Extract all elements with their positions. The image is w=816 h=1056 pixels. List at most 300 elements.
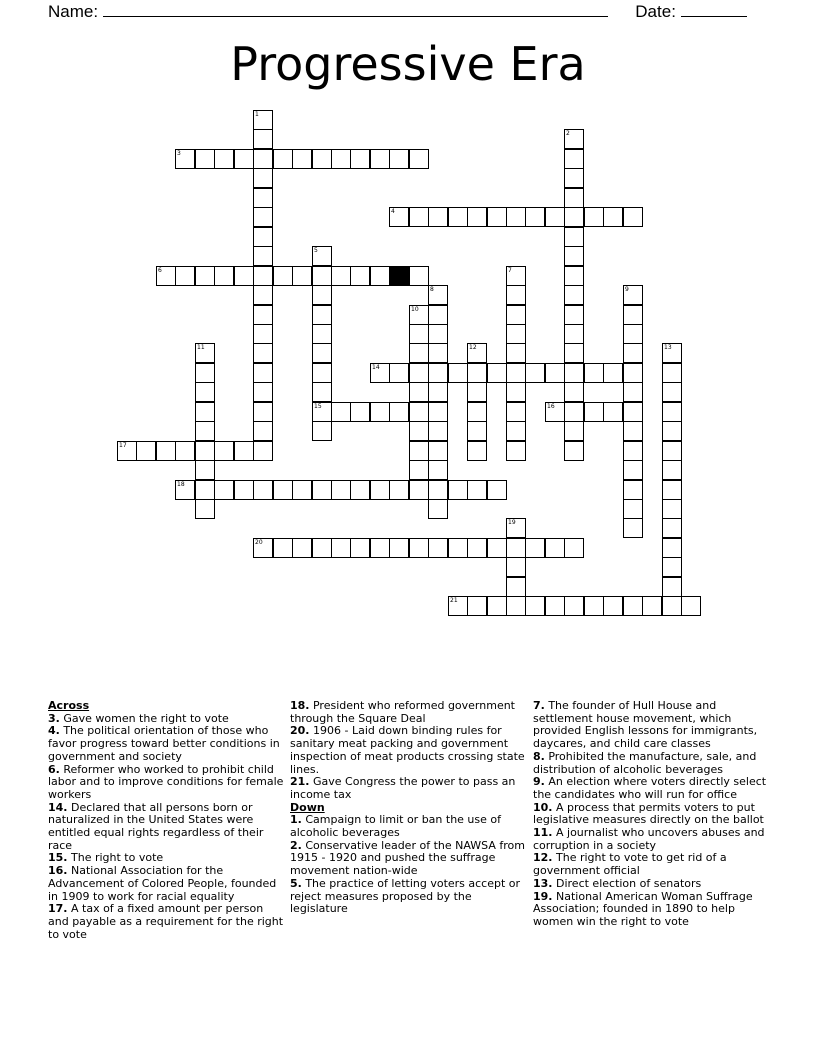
black-cell [389,266,409,286]
clue-item-number: 21. [290,775,310,789]
grid-cell[interactable] [428,343,448,363]
clue-number: 7 [508,267,512,274]
grid-cell[interactable] [253,266,273,286]
grid-cell[interactable] [467,421,487,441]
clue-number: 17 [119,442,127,449]
grid-cell[interactable] [623,480,643,500]
clue-item [533,827,769,852]
grid-cell[interactable] [564,129,584,149]
grid-cell[interactable] [273,149,293,169]
grid-cell[interactable] [564,149,584,169]
grid-cell[interactable] [253,207,273,227]
grid-cell[interactable] [467,480,487,500]
grid-cell[interactable] [156,441,176,461]
grid-cell[interactable] [662,363,682,383]
grid-cell[interactable] [623,382,643,402]
grid-cell[interactable] [642,596,662,616]
grid-cell[interactable] [253,168,273,188]
grid-cell[interactable] [389,402,409,422]
clue-item-number: 16. [48,864,68,878]
grid-cell[interactable] [234,266,254,286]
grid-cell[interactable] [448,363,468,383]
clue-item-text: Prohibited the manufacture, sale, and distribution of alcoholic beverages [533,749,757,776]
grid-cell[interactable] [564,324,584,344]
grid-cell[interactable] [253,421,273,441]
grid-cell[interactable] [195,382,215,402]
clue-item-text: The founder of Hull House and settlement house movement, which provided English lessons for immigrants, daycares, and child care classes [533,699,758,751]
grid-cell[interactable] [409,480,429,500]
clue-item-number: 5. [290,876,302,890]
grid-cell[interactable] [312,324,332,344]
grid-cell[interactable] [370,149,390,169]
grid-cell[interactable] [331,149,351,169]
grid-cell[interactable] [195,363,215,383]
grid-cell[interactable] [253,538,273,558]
clue-item [48,865,284,903]
grid-cell[interactable] [525,596,545,616]
grid-cell[interactable] [292,266,312,286]
clue-item-text: Direct election of senators [552,876,702,890]
clue-item-number: 19. [533,889,553,903]
clue-item [533,700,769,751]
grid-cell[interactable] [253,246,273,266]
grid-cell[interactable] [214,266,234,286]
grid-cell[interactable] [506,343,526,363]
grid-cell[interactable] [331,266,351,286]
clue-item-number: 11. [533,826,553,840]
clue-item [290,814,526,839]
grid-cell[interactable] [409,363,429,383]
grid-cell[interactable] [662,402,682,422]
grid-cell[interactable] [428,382,448,402]
grid-cell[interactable] [564,441,584,461]
clue-item-text: Reformer who worked to prohibit child labor and to improve conditions for female workers [48,762,284,801]
grid-cell[interactable] [350,149,370,169]
grid-cell[interactable] [662,557,682,577]
grid-cell[interactable] [564,227,584,247]
grid-cell[interactable] [467,538,487,558]
grid-cell[interactable] [312,402,332,422]
grid-cell[interactable] [428,499,448,519]
grid-cell[interactable] [623,402,643,422]
clue-item-number: 10. [533,800,553,814]
grid-cell[interactable] [506,324,526,344]
clue-item-number: 18. [290,699,310,712]
grid-cell[interactable] [662,499,682,519]
grid-cell[interactable] [195,402,215,422]
clue-item [290,700,526,725]
grid-cell[interactable] [409,149,429,169]
grid-cell[interactable] [253,227,273,247]
grid-cell[interactable] [312,382,332,402]
grid-cell[interactable] [253,480,273,500]
grid-cell[interactable] [253,285,273,305]
grid-cell[interactable] [409,382,429,402]
grid-cell[interactable] [370,538,390,558]
grid-cell[interactable] [331,402,351,422]
grid-cell[interactable] [545,402,565,422]
grid-cell[interactable] [467,343,487,363]
grid-cell[interactable] [487,596,507,616]
clue-item-text: The practice of letting voters accept or reject measures proposed by the legislature [290,876,521,916]
grid-cell[interactable] [584,402,604,422]
clue-item-number: 15. [48,851,68,865]
grid-cell[interactable] [506,421,526,441]
grid-cell[interactable] [370,266,390,286]
grid-cell[interactable] [506,596,526,616]
grid-cell[interactable] [506,402,526,422]
grid-cell[interactable] [389,149,409,169]
grid-cell[interactable] [487,207,507,227]
grid-cell[interactable] [428,441,448,461]
grid-cell[interactable] [234,441,254,461]
grid-cell[interactable] [428,421,448,441]
clue-item-text: The right to vote to get rid of a government official [533,851,727,878]
grid-cell[interactable] [409,402,429,422]
grid-cell[interactable] [389,538,409,558]
clue-number: 8 [430,286,434,293]
clue-item [48,903,284,941]
grid-cell[interactable] [234,480,254,500]
grid-cell[interactable] [195,441,215,461]
grid-cell[interactable] [506,518,526,538]
grid-cell[interactable] [292,538,312,558]
grid-cell[interactable] [195,460,215,480]
clue-item-text: Gave women the right to vote [59,711,229,725]
grid-cell[interactable] [234,149,254,169]
grid-cell[interactable] [623,343,643,363]
clue-number: 12 [469,344,477,351]
clue-number: 14 [372,364,380,371]
clue-item-number: 17. [48,902,68,916]
grid-cell[interactable] [117,441,137,461]
grid-cell[interactable] [253,441,273,461]
grid-cell[interactable] [136,441,156,461]
grid-cell[interactable] [428,363,448,383]
grid-cell[interactable] [662,480,682,500]
grid-cell[interactable] [487,538,507,558]
grid-cell[interactable] [564,402,584,422]
grid-cell[interactable] [312,266,332,286]
clue-item-number: 3. [48,711,60,725]
grid-cell[interactable] [312,246,332,266]
grid-cell[interactable] [564,188,584,208]
grid-cell[interactable] [448,538,468,558]
grid-cell[interactable] [195,499,215,519]
grid-cell[interactable] [506,382,526,402]
grid-cell[interactable] [389,363,409,383]
across-heading: Across [48,699,90,712]
grid-cell[interactable] [467,207,487,227]
grid-cell[interactable] [350,266,370,286]
grid-cell[interactable] [564,285,584,305]
grid-cell[interactable] [389,480,409,500]
grid-cell[interactable] [662,421,682,441]
grid-cell[interactable] [409,460,429,480]
grid-cell[interactable] [409,441,429,461]
grid-cell[interactable] [564,382,584,402]
clue-item-number: 8. [533,749,545,763]
name-blank[interactable] [103,0,608,17]
grid-cell[interactable] [312,343,332,363]
grid-cell[interactable] [506,285,526,305]
grid-cell[interactable] [195,480,215,500]
grid-cell[interactable] [506,577,526,597]
grid-cell[interactable] [312,305,332,325]
grid-cell[interactable] [623,518,643,538]
clue-item [48,725,284,763]
grid-cell[interactable] [564,596,584,616]
grid-cell[interactable] [623,285,643,305]
grid-cell[interactable] [467,363,487,383]
grid-cell[interactable] [253,402,273,422]
grid-cell[interactable] [214,149,234,169]
grid-cell[interactable] [409,266,429,286]
grid-cell[interactable] [525,363,545,383]
grid-cell[interactable] [253,324,273,344]
grid-cell[interactable] [175,266,195,286]
clue-number: 20 [255,539,263,546]
grid-cell[interactable] [564,168,584,188]
grid-cell[interactable] [623,305,643,325]
clue-number: 16 [547,403,555,410]
clue-item-text: 1906 - Laid down binding rules for sanitary meat packing and government inspection of meat products crossing state lines. [290,724,525,776]
clue-number: 1 [255,111,259,118]
grid-cell[interactable] [564,538,584,558]
grid-cell[interactable] [584,363,604,383]
clue-item-number: 14. [48,800,68,814]
clue-item-number: 13. [533,876,553,890]
grid-cell[interactable] [623,421,643,441]
grid-cell[interactable] [428,480,448,500]
grid-cell[interactable] [312,363,332,383]
clue-number: 15 [314,403,322,410]
grid-cell[interactable] [214,441,234,461]
clue-item [48,764,284,802]
grid-cell[interactable] [662,343,682,363]
grid-cell[interactable] [253,149,273,169]
grid-cell[interactable] [525,538,545,558]
clue-item-text: Declared that all persons born or naturalized in the United States were entitled equal rights regardless of their race [48,800,264,852]
clue-item-text: Campaign to limit or ban the use of alcoholic beverages [290,813,501,840]
grid-cell[interactable] [662,460,682,480]
clue-item-text: Gave Congress the power to pass an income tax [290,775,516,801]
grid-cell[interactable] [662,596,682,616]
grid-cell[interactable] [623,596,643,616]
grid-cell[interactable] [428,538,448,558]
grid-cell[interactable] [564,363,584,383]
grid-cell[interactable] [409,305,429,325]
grid-cell[interactable] [253,188,273,208]
grid-cell[interactable] [662,538,682,558]
clue-number: 9 [625,286,629,293]
grid-cell[interactable] [409,207,429,227]
grid-cell[interactable] [389,207,409,227]
grid-cell[interactable] [603,596,623,616]
grid-cell[interactable] [467,382,487,402]
grid-cell[interactable] [525,207,545,227]
grid-cell[interactable] [467,596,487,616]
grid-cell[interactable] [448,480,468,500]
date-label: Date: [635,2,676,21]
down-heading: Down [290,800,325,814]
grid-cell[interactable] [467,402,487,422]
grid-cell[interactable] [409,421,429,441]
grid-cell[interactable] [253,129,273,149]
grid-cell[interactable] [273,480,293,500]
grid-cell[interactable] [564,246,584,266]
grid-cell[interactable] [312,421,332,441]
grid-cell[interactable] [350,538,370,558]
grid-cell[interactable] [564,207,584,227]
grid-cell[interactable] [564,266,584,286]
grid-cell[interactable] [564,343,584,363]
clue-item-text: The right to vote [67,851,164,865]
grid-cell[interactable] [545,207,565,227]
grid-cell[interactable] [428,324,448,344]
grid-cell[interactable] [253,343,273,363]
clue-item-number: 4. [48,724,60,738]
grid-cell[interactable] [623,363,643,383]
clue-number: 3 [177,150,181,157]
grid-cell[interactable] [623,441,643,461]
grid-cell[interactable] [331,480,351,500]
clue-item [290,725,526,776]
grid-cell[interactable] [312,538,332,558]
clue-item-text: A tax of a fixed amount per person and payable as a requirement for the right to vote [48,902,284,941]
clue-item [290,776,526,801]
clue-number: 6 [158,267,162,274]
grid-cell[interactable] [409,538,429,558]
name-label: Name: [48,2,99,21]
grid-cell[interactable] [506,441,526,461]
clues-column-2 [290,700,526,916]
grid-cell[interactable] [331,538,351,558]
grid-cell[interactable] [292,480,312,500]
grid-cell[interactable] [428,207,448,227]
grid-cell[interactable] [584,207,604,227]
clue-item-number: 7. [533,699,545,712]
grid-cell[interactable] [195,421,215,441]
grid-cell[interactable] [506,305,526,325]
grid-cell[interactable] [195,343,215,363]
grid-cell[interactable] [545,363,565,383]
grid-cell[interactable] [175,149,195,169]
grid-cell[interactable] [506,266,526,286]
clue-number: 21 [450,597,458,604]
grid-cell[interactable] [253,382,273,402]
clue-item-text: President who reformed government through the Square Deal [290,699,515,725]
clue-item [48,802,284,853]
grid-cell[interactable] [312,285,332,305]
grid-cell[interactable] [253,363,273,383]
header-line [48,0,768,22]
grid-cell[interactable] [273,538,293,558]
grid-cell[interactable] [662,382,682,402]
clue-item [290,878,526,916]
clue-item-text: National Association for the Advancement of Colored People, founded in 1909 to work for racial equality [48,864,277,903]
clue-item [533,852,769,877]
grid-cell[interactable] [487,480,507,500]
grid-cell[interactable] [662,441,682,461]
grid-cell[interactable] [506,207,526,227]
grid-cell[interactable] [448,596,468,616]
grid-cell[interactable] [350,402,370,422]
grid-cell[interactable] [623,324,643,344]
grid-cell[interactable] [409,324,429,344]
grid-cell[interactable] [428,305,448,325]
clue-number: 13 [664,344,672,351]
clue-item-text: A journalist who uncovers abuses and corruption in a society [533,826,765,852]
clue-item-number: 2. [290,838,302,852]
grid-cell[interactable] [584,596,604,616]
grid-cell[interactable] [175,480,195,500]
grid-cell[interactable] [487,363,507,383]
grid-cell[interactable] [662,577,682,597]
grid-cell[interactable] [506,557,526,577]
grid-cell[interactable] [603,402,623,422]
grid-cell[interactable] [350,480,370,500]
grid-cell[interactable] [428,285,448,305]
grid-cell[interactable] [623,460,643,480]
grid-cell[interactable] [564,305,584,325]
clue-number: 11 [197,344,205,351]
clue-item-text: An election where voters directly select the candidates who will run for office [533,775,767,801]
clue-number: 19 [508,519,516,526]
grid-cell[interactable] [428,460,448,480]
grid-cell[interactable] [545,596,565,616]
clues-column-3 [533,700,769,929]
clue-item-number: 6. [48,762,60,776]
clues-column-1 [48,700,284,941]
grid-cell[interactable] [506,363,526,383]
clue-item-number: 20. [290,724,310,738]
grid-cell[interactable] [312,480,332,500]
grid-cell[interactable] [195,149,215,169]
grid-cell[interactable] [545,538,565,558]
grid-cell[interactable] [253,110,273,130]
grid-cell[interactable] [623,499,643,519]
grid-cell[interactable] [253,305,273,325]
date-blank[interactable] [681,0,747,17]
grid-cell[interactable] [292,149,312,169]
clue-item-number: 9. [533,775,545,789]
grid-cell[interactable] [448,207,468,227]
grid-cell[interactable] [312,149,332,169]
grid-cell[interactable] [195,266,215,286]
grid-cell[interactable] [603,363,623,383]
grid-cell[interactable] [467,441,487,461]
grid-cell[interactable] [409,343,429,363]
grid-cell[interactable] [156,266,176,286]
grid-cell[interactable] [214,480,234,500]
grid-cell[interactable] [370,402,390,422]
grid-cell[interactable] [370,480,390,500]
clue-number: 4 [391,208,395,215]
grid-cell[interactable] [506,538,526,558]
grid-cell[interactable] [662,518,682,538]
grid-cell[interactable] [370,363,390,383]
grid-cell[interactable] [175,441,195,461]
clue-item-text: The political orientation of those who favor progress toward better conditions in government and society [48,724,280,763]
grid-cell[interactable] [681,596,701,616]
grid-cell[interactable] [564,421,584,441]
grid-cell[interactable] [428,402,448,422]
grid-cell[interactable] [603,207,623,227]
grid-cell[interactable] [273,266,293,286]
clue-item [533,776,769,801]
grid-cell[interactable] [623,207,643,227]
